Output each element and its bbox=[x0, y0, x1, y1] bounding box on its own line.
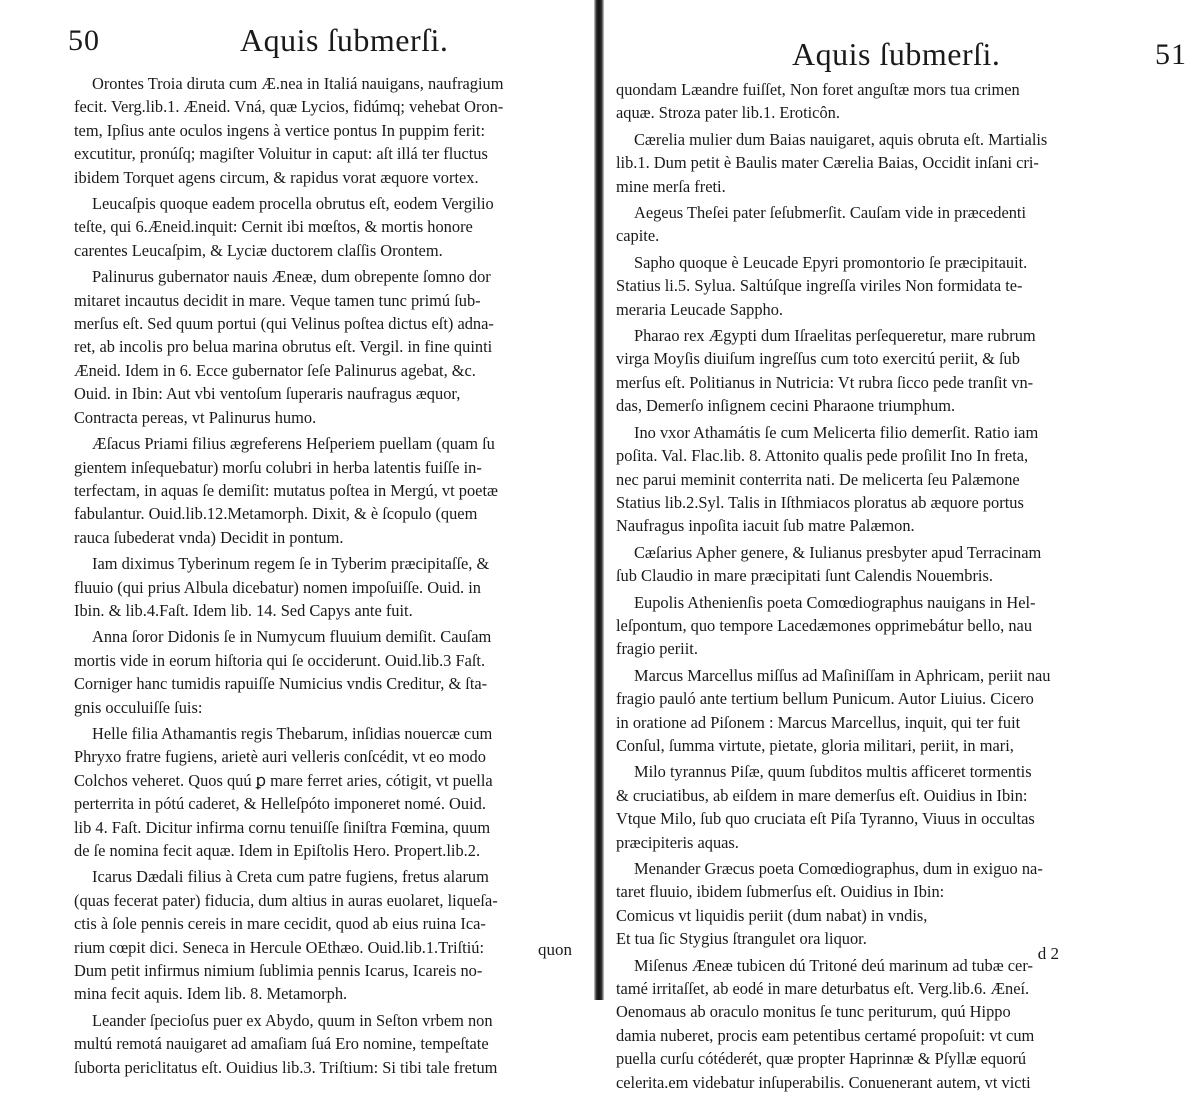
text-entry bbox=[616, 128, 1169, 198]
text-line: Ino vxor Athamátis ſe cum Melicerta filio demerſit. Ratio iam bbox=[634, 422, 1039, 442]
text-line: Palinurus gubernator nauis Æneæ, dum obrepente ſomno dor bbox=[92, 267, 491, 287]
text-line: rauca ſubederat vnda) Decidit in pontum. bbox=[74, 527, 344, 547]
book-gutter bbox=[594, 0, 604, 1000]
text-line: mortis vide in eorum hiſtoria qui ſe occiderunt. Ouid.lib.3 Faſt. bbox=[74, 650, 486, 670]
text-line: Iam diximus Tyberinum regem ſe in Tyberim præcipitaſſe, & bbox=[92, 554, 490, 574]
text-line: merſus eſt. Sed quum portui (qui Velinus poſtea dictus eſt) adna- bbox=[74, 314, 494, 334]
text-line: Menander Græcus poeta Comœdiographus, dum in exiguo na- bbox=[634, 859, 1043, 878]
text-line: Statius lib.2.Syl. Talis in Iſthmiacos ploratus ab æquore portus bbox=[616, 492, 1024, 512]
text-line: damia nuberet, procis eam petentibus certamé propoſuit: vt cum bbox=[616, 1025, 1035, 1045]
right-running-title: Aquis ſubmerſi. bbox=[792, 36, 1001, 72]
text-entry bbox=[74, 722, 578, 862]
left-page bbox=[0, 0, 596, 1077]
text-line: nec parui meminit conterrita nati. De melicerta ſeu Palæmone bbox=[616, 469, 1020, 489]
text-entry bbox=[616, 324, 1169, 418]
text-line: Anna ſoror Didonis ſe in Numycum fluuium demiſit. Cauſam bbox=[92, 627, 492, 647]
text-line: leſpontum, quo tempore Lacedæmones opprimebátur bello, nau bbox=[616, 615, 1033, 635]
text-line: præcipiteris aquas. bbox=[616, 832, 739, 852]
text-line: Ibin. & lib.4.Faſt. Idem lib. 14. Sed Capys ante fuit. bbox=[74, 600, 413, 620]
text-entry bbox=[616, 201, 1169, 248]
text-entry bbox=[616, 954, 1169, 1094]
text-line: ſuborta periclitatus eſt. Ouidius lib.3. Triſtium: Si tibi tale fretum bbox=[74, 1057, 498, 1077]
text-entry bbox=[616, 591, 1169, 661]
text-line: Marcus Marcellus miſſus ad Maſiniſſam in Aphricam, periit nau bbox=[634, 665, 1051, 685]
text-line: Orontes Troia diruta cum Æ.nea in Italiá nauigans, naufragium bbox=[92, 74, 504, 93]
text-line: Leander ſpecioſus puer ex Abydo, quum in Seſton vrbem non bbox=[92, 1010, 493, 1030]
text-line: fluuio (qui prius Albula dicebatur) nomen impoſuiſſe. Ouid. in bbox=[74, 577, 481, 597]
text-entry bbox=[616, 421, 1169, 538]
text-line: Contracta pereas, vt Palinurus humo. bbox=[74, 407, 317, 427]
text-line: teſte, qui 6.Æneid.inquit: Cernit ibi mœſtos, & mortis honore bbox=[74, 217, 473, 237]
text-line: lib 4. Faſt. Dicitur infirma cornu tenuiſſe ſiniſtra Fœmina, quum bbox=[74, 817, 491, 837]
text-line: capite. bbox=[616, 226, 660, 246]
left-running-head bbox=[68, 22, 578, 66]
text-line: ibidem Torquet agens circum, & rapidus vorat æquore vortex. bbox=[74, 167, 479, 187]
text-line: rium cœpit dici. Seneca in Hercule OEthæo. Ouid.lib.1.Triſtiú: bbox=[74, 937, 485, 957]
text-line: aquæ. Stroza pater lib.1. Eroticôn. bbox=[616, 103, 840, 123]
text-line: Milo tyrannus Piſæ, quum ſubditos multis afficeret tormentis bbox=[634, 762, 1032, 782]
text-line: Colchos veheret. Quos quú ꝑ mare ferret aries, cótigit, vt puella bbox=[74, 770, 493, 790]
text-line: Oenomaus ab oraculo monitus ſe tunc periturum, quú Hippo bbox=[616, 1002, 1011, 1022]
text-line: ctis à ſole pennis cereis in mare cecidit, quod ab eius ruina Ica- bbox=[74, 914, 486, 934]
text-line: de ſe nomina fecit aquæ. Idem in Epiſtolis Hero. Propert.lib.2. bbox=[74, 841, 481, 860]
text-entry bbox=[74, 432, 578, 549]
text-line: Et tua ſic Stygius ſtrangulet ora liquor. bbox=[616, 929, 867, 949]
text-line: Icarus Dædali filius à Creta cum patre fugiens, fretus alarum bbox=[92, 867, 489, 887]
text-line: Helle filia Athamantis regis Thebarum, inſidias nouercæ cum bbox=[92, 723, 493, 743]
text-line: Cæſarius Apher genere, & Iulianus presbyter apud Terracinam bbox=[634, 542, 1042, 562]
right-catchword: d 2 bbox=[1037, 944, 1059, 963]
text-line: Æneid. Idem in 6. Ecce gubernator ſeſe Palinurus agebat, &c. bbox=[74, 360, 476, 380]
text-entry bbox=[616, 251, 1169, 321]
text-entry bbox=[74, 865, 578, 1005]
text-line: Leucaſpis quoque eadem procella obrutus eſt, eodem Vergilio bbox=[92, 194, 494, 214]
text-line: celerita.em videbatur inſuperabilis. Conuenerant autem, vt victi bbox=[616, 1072, 1031, 1092]
text-line: Corniger hanc tumidis rapuiſſe Numicius vndis Creditur, & ſta- bbox=[74, 674, 488, 694]
text-line: excutitur, pronúſq; magiſter Voluitur in caput: aſt illá ter fluctus bbox=[74, 144, 488, 164]
text-line: gnis occuluiſſe ſuis: bbox=[74, 697, 203, 717]
text-line: terfectam, in aquas ſe demiſit: mutatus poſtea in Mergú, vt poetæ bbox=[74, 480, 498, 500]
text-entry bbox=[74, 192, 578, 262]
text-line: das, Demerſo inſignem cecini Pharaone triumphum. bbox=[616, 396, 956, 416]
left-catchword: quon bbox=[538, 940, 572, 959]
left-running-title: Aquis ſubmerſi. bbox=[240, 22, 449, 58]
text-entry bbox=[74, 72, 578, 189]
text-entry bbox=[616, 857, 1169, 951]
left-body-text bbox=[74, 72, 578, 1079]
right-running-head bbox=[616, 28, 1187, 72]
text-line: fecit. Verg.lib.1. Æneid. Vná, quæ Lycios, fidúmq; vehebat Oron- bbox=[74, 97, 504, 117]
right-page bbox=[604, 0, 1199, 1092]
text-line: Phryxo fratre fugiens, arietè auri velleris conſcédit, vt eo modo bbox=[74, 747, 486, 767]
text-entry bbox=[616, 664, 1169, 758]
text-entry bbox=[74, 552, 578, 622]
text-entry bbox=[616, 760, 1169, 854]
text-line: merſus eſt. Politianus in Nutricia: Vt rubra ſicco pede tranſit vn- bbox=[616, 372, 1034, 392]
text-entry bbox=[616, 541, 1169, 588]
text-line: Cærelia mulier dum Baias nauigaret, aquis obruta eſt. Martialis bbox=[634, 129, 1048, 149]
text-line: lib.1. Dum petit è Baulis mater Cærelia Baias, Occidit inſani cri- bbox=[616, 153, 1039, 173]
right-body-text bbox=[616, 78, 1169, 1094]
text-line: mine merſa freti. bbox=[616, 176, 726, 196]
text-line: fabulantur. Ouid.lib.12.Metamorph. Dixit, & è ſcopulo (quem bbox=[74, 504, 478, 524]
right-page-number: 51 bbox=[1155, 38, 1187, 71]
text-line: perterrita in pótú caderet, & Helleſpóto imponeret nomé. Ouid. bbox=[74, 794, 486, 814]
text-line: multú remotá nauigaret ad amaſiam ſuá Ero nomine, tempeſtate bbox=[74, 1034, 489, 1054]
text-line: mina fecit aquis. Idem lib. 8. Metamorph. bbox=[74, 984, 348, 1004]
text-line: virga Moyſis diuiſum ingreſſus cum toto exercitú periit, & ſub bbox=[616, 349, 1020, 369]
text-line: carentes Leucaſpim, & Lyciæ ductorem claſſis Orontem. bbox=[74, 240, 443, 260]
text-line: fragio periit. bbox=[616, 639, 698, 659]
text-line: (quas fecerat pater) fiducia, dum altius in auras euolaret, liqueſa- bbox=[74, 890, 498, 910]
left-page-number: 50 bbox=[68, 24, 100, 57]
text-line: tamé irritaſſet, ab eodé in mare deturbatus eſt. Verg.lib.6. Æneí. bbox=[616, 979, 1030, 999]
text-entry bbox=[616, 78, 1169, 125]
text-line: meraria Leucade Sappho. bbox=[616, 299, 784, 319]
text-line: Statius li.5. Sylua. Saltúſque ingreſſa viriles Non formidata te- bbox=[616, 276, 1023, 296]
text-line: Aegeus Theſei pater ſeſubmerſit. Cauſam vide in præcedenti bbox=[634, 203, 1027, 223]
text-entry bbox=[74, 1009, 578, 1079]
text-line: quondam Læandre fuiſſet, Non foret anguſtæ mors tua crimen bbox=[616, 80, 1020, 99]
text-line: Naufragus inpoſita iacuit ſub matre Palæmon. bbox=[616, 516, 915, 536]
text-line: ret, ab incolis pro belua marina obrutus eſt. Vergil. in fine quinti bbox=[74, 337, 493, 357]
text-line: Ouid. in Ibin: Aut vbi ventoſum ſuperaris naufragus æquor, bbox=[74, 384, 461, 404]
text-line: mitaret incautus decidit in mare. Veque tamen tunc primú ſub- bbox=[74, 290, 481, 310]
text-line: poſita. Val. Flac.lib. 8. Attonito qualis pede proſilit Ino In freta, bbox=[616, 446, 1029, 466]
text-line: Eupolis Athenienſis poeta Comœdiographus nauigans in Hel- bbox=[634, 592, 1036, 612]
text-line: gientem inſequebatur) morſu colubri in herba latentis fuiſſe in- bbox=[74, 457, 482, 477]
text-line: Conſul, ſumma virtute, pietate, gloria militari, periit, in mari, bbox=[616, 735, 1014, 755]
text-line: Miſenus Æneæ tubicen dú Tritoné deú marinum ad tubæ cer- bbox=[634, 955, 1033, 975]
text-entry bbox=[74, 265, 578, 429]
text-entry bbox=[74, 625, 578, 719]
text-line: fragio pauló ante tertium bellum Punicum. Autor Liuius. Cicero bbox=[616, 689, 1034, 709]
text-line: Pharao rex Ægypti dum Iſraelitas perſequeretur, mare rubrum bbox=[634, 326, 1036, 346]
text-line: Dum petit infirmus nimium ſublimia pennis Icarus, Icareis no- bbox=[74, 961, 483, 981]
text-line: Comicus vt liquidis periit (dum nabat) in vndis, bbox=[616, 905, 928, 925]
text-line: taret fluuio, ibidem ſubmerſus eſt. Ouidius in Ibin: bbox=[616, 882, 945, 902]
text-line: puella curſu cótéderét, quæ propter Haprinnæ & Pſyllæ equorú bbox=[616, 1049, 1027, 1069]
text-line: ſub Claudio in mare præcipitati ſunt Calendis Nouembris. bbox=[616, 566, 993, 586]
text-line: Vtque Milo, ſub quo cruciata eſt Piſa Tyranno, Viuus in occultas bbox=[616, 809, 1035, 829]
text-line: Sapho quoque è Leucade Epyri promontorio ſe præcipitauit. bbox=[634, 252, 1028, 272]
text-line: Æſacus Priami filius ægreferens Heſperiem puellam (quam ſu bbox=[92, 434, 495, 454]
text-line: in oratione ad Piſonem : Marcus Marcellus, inquit, qui ter fuit bbox=[616, 712, 1021, 732]
text-line: & cruciatibus, ab eiſdem in mare demerſus eſt. Ouidius in Ibin: bbox=[616, 785, 1028, 805]
text-line: tem, Ipſius ante oculos ingens à vertice pontus In puppim ferit: bbox=[74, 120, 486, 140]
